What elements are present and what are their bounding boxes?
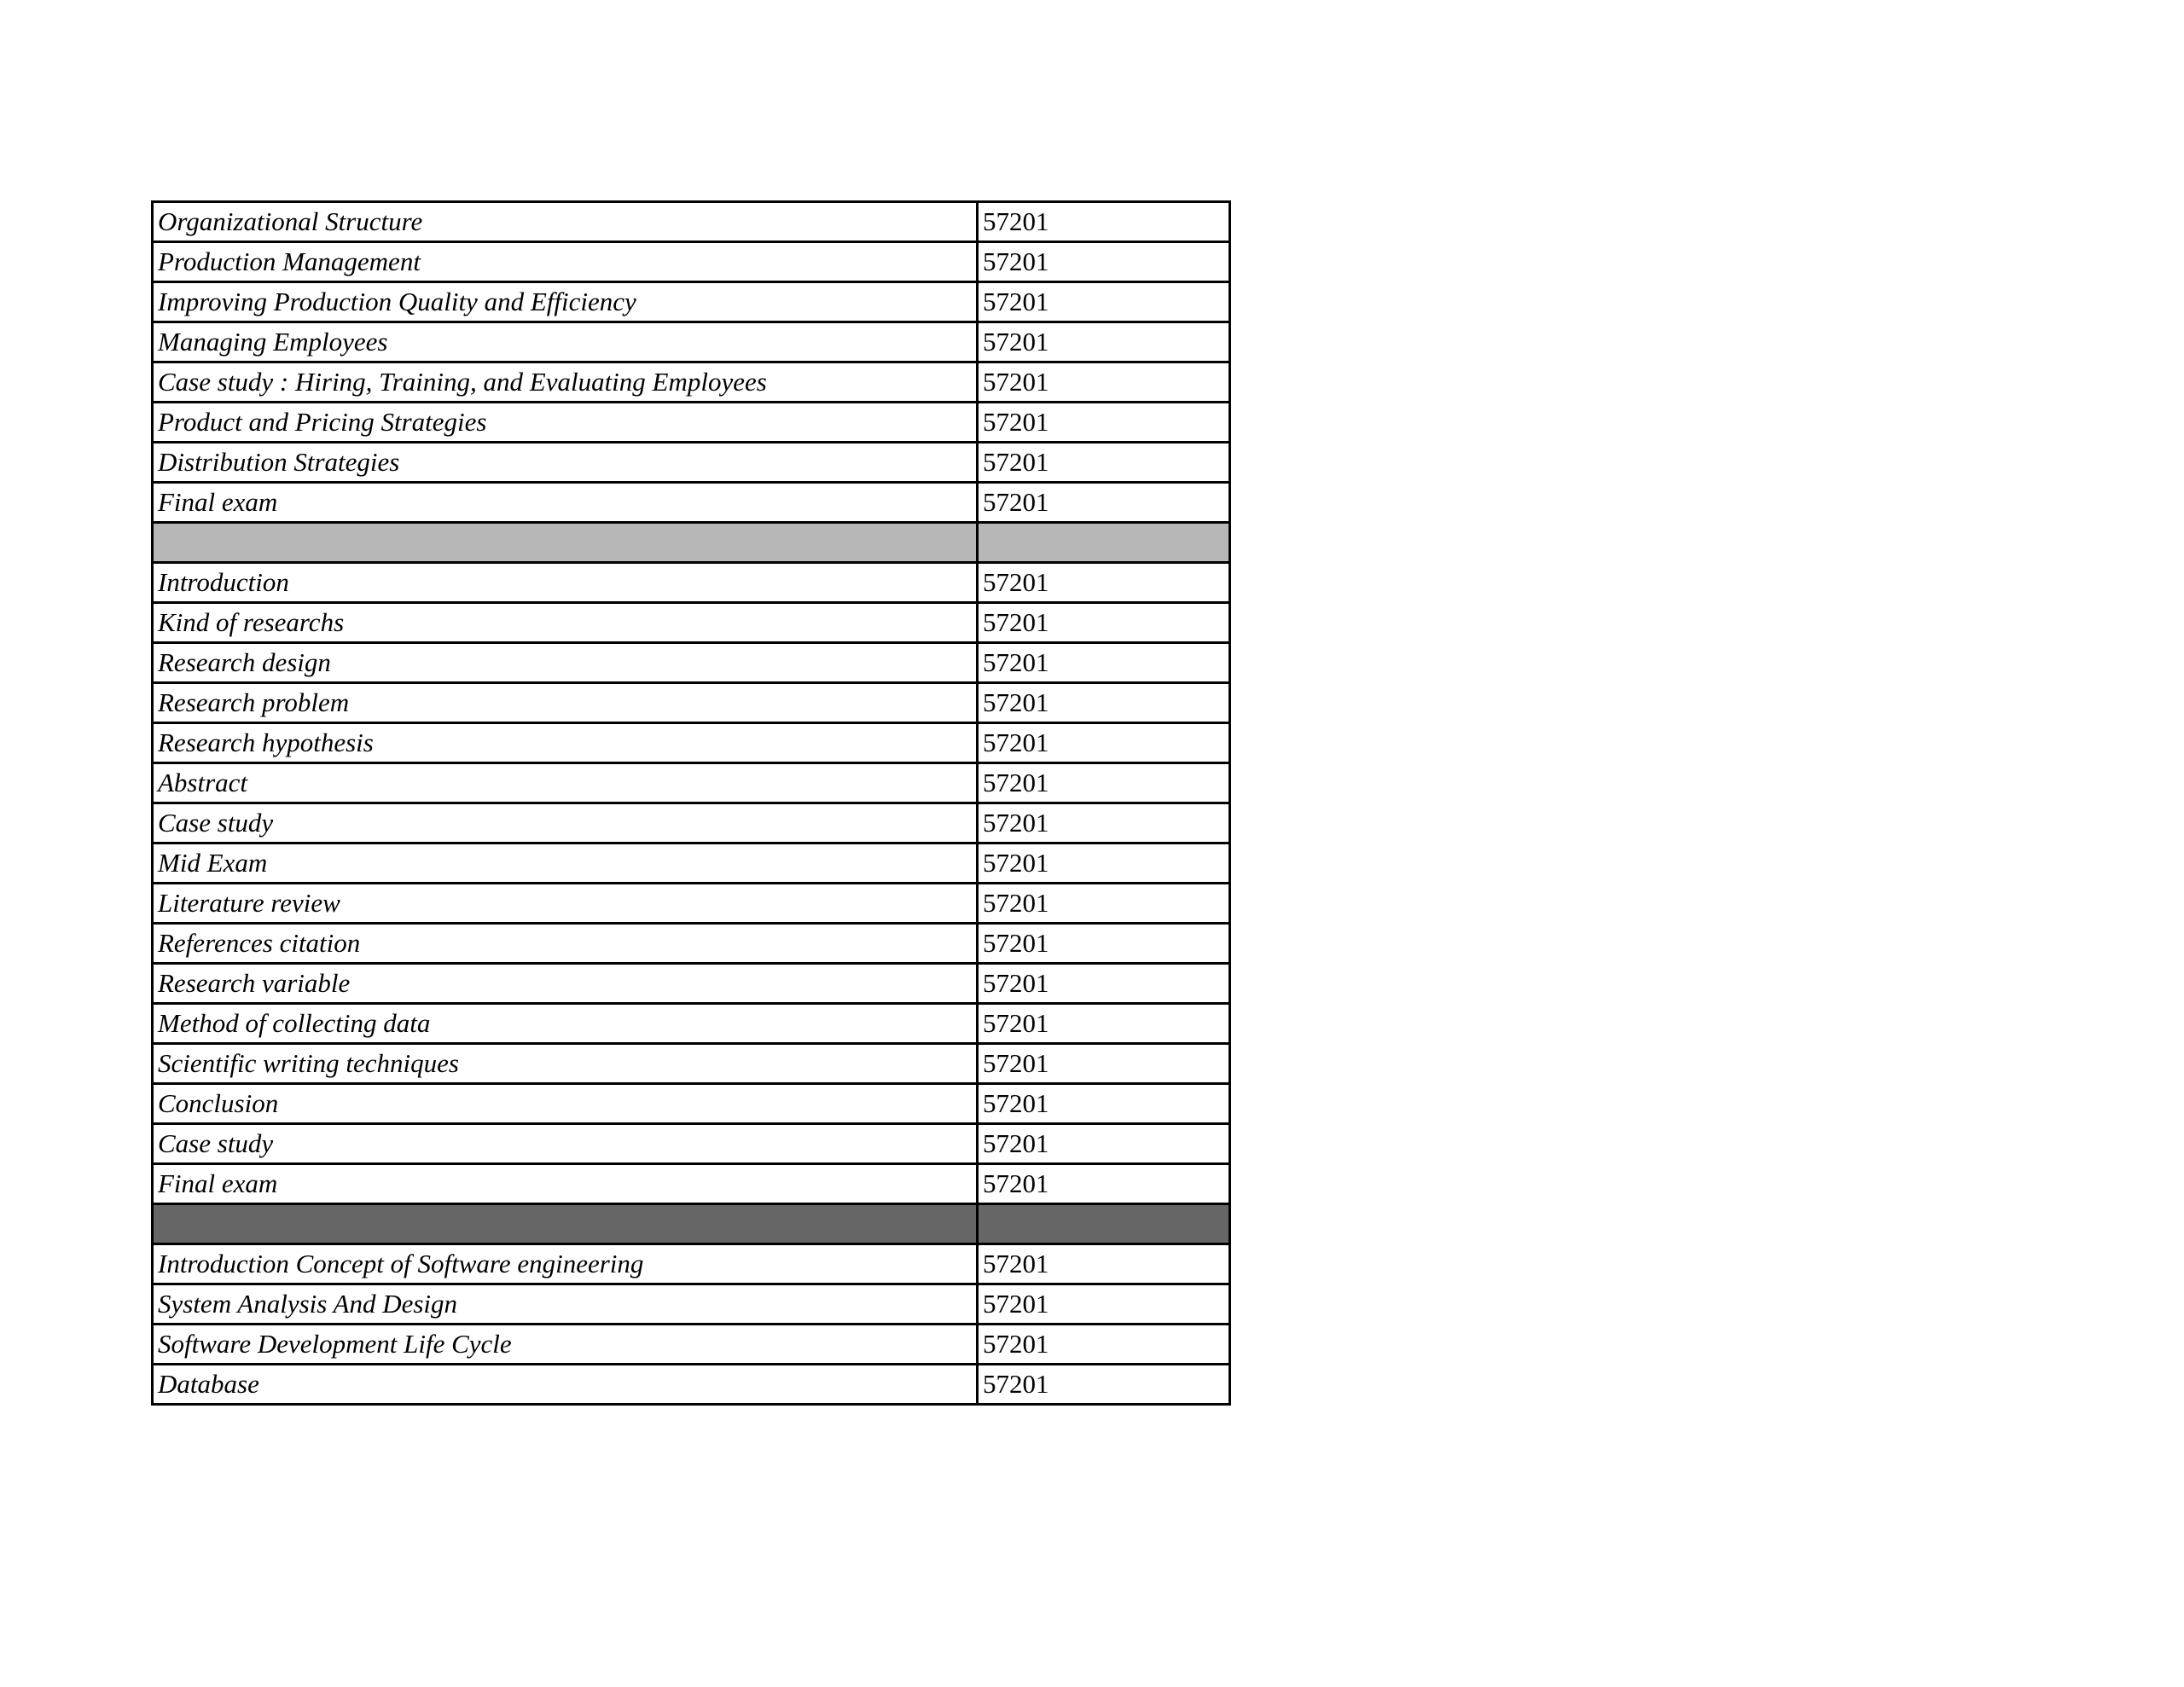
table-row <box>153 683 1230 723</box>
lesson-title-cell: Improving Production Quality and Efficiency <box>153 282 978 322</box>
table-row <box>153 362 1230 403</box>
separator-cell <box>153 1204 978 1244</box>
table-row <box>153 1284 1230 1325</box>
table-row <box>153 282 1230 322</box>
lesson-title-cell: Organizational Structure <box>153 202 978 242</box>
table-row <box>153 964 1230 1004</box>
course-code-cell: 57201 <box>978 924 1230 964</box>
lesson-title-cell: References citation <box>153 924 978 964</box>
separator-cell <box>978 523 1230 563</box>
course-code-cell: 57201 <box>978 322 1230 362</box>
course-code-cell: 57201 <box>978 683 1230 723</box>
course-code-cell: 57201 <box>978 884 1230 924</box>
course-code-cell: 57201 <box>978 443 1230 483</box>
course-code-cell: 57201 <box>978 1004 1230 1044</box>
lesson-title-cell: Introduction Concept of Software engineering <box>153 1244 978 1284</box>
table-row <box>153 403 1230 443</box>
table-row <box>153 723 1230 763</box>
lesson-title-cell: Research hypothesis <box>153 723 978 763</box>
table-row <box>153 803 1230 844</box>
lesson-title-cell: Literature review <box>153 884 978 924</box>
lesson-title-cell: Software Development Life Cycle <box>153 1325 978 1365</box>
table-row <box>153 1164 1230 1204</box>
table-row <box>153 844 1230 884</box>
table-row <box>153 1004 1230 1044</box>
separator-cell <box>153 523 978 563</box>
course-code-cell: 57201 <box>978 1284 1230 1325</box>
table-row <box>153 563 1230 603</box>
course-code-cell: 57201 <box>978 1084 1230 1124</box>
lesson-title-cell: Production Management <box>153 242 978 282</box>
table-row <box>153 322 1230 362</box>
table-row <box>153 603 1230 643</box>
lesson-title-cell: Distribution Strategies <box>153 443 978 483</box>
lesson-title-cell: Kind of researchs <box>153 603 978 643</box>
lesson-title-cell: Product and Pricing Strategies <box>153 403 978 443</box>
lesson-title-cell: Final exam <box>153 1164 978 1204</box>
course-code-cell: 57201 <box>978 763 1230 803</box>
course-table-body <box>153 202 1230 1405</box>
lesson-title-cell: Case study : Hiring, Training, and Evaluating Employees <box>153 362 978 403</box>
course-code-cell: 57201 <box>978 483 1230 523</box>
table-row <box>153 242 1230 282</box>
course-code-cell: 57201 <box>978 803 1230 844</box>
course-table <box>151 200 1231 1406</box>
table-row <box>153 1124 1230 1164</box>
table-row <box>153 1325 1230 1365</box>
course-code-cell: 57201 <box>978 723 1230 763</box>
table-row <box>153 643 1230 683</box>
lesson-title-cell: Mid Exam <box>153 844 978 884</box>
lesson-title-cell: Conclusion <box>153 1084 978 1124</box>
course-code-cell: 57201 <box>978 242 1230 282</box>
course-code-cell: 57201 <box>978 1164 1230 1204</box>
section-separator-row <box>153 1204 1230 1244</box>
table-row <box>153 1365 1230 1405</box>
course-code-cell: 57201 <box>978 643 1230 683</box>
course-code-cell: 57201 <box>978 1244 1230 1284</box>
lesson-title-cell: Case study <box>153 1124 978 1164</box>
lesson-title-cell: Research problem <box>153 683 978 723</box>
table-row <box>153 443 1230 483</box>
course-code-cell: 57201 <box>978 844 1230 884</box>
section-separator-row <box>153 523 1230 563</box>
lesson-title-cell: Case study <box>153 803 978 844</box>
course-code-cell: 57201 <box>978 1365 1230 1405</box>
table-row <box>153 1044 1230 1084</box>
lesson-title-cell: Introduction <box>153 563 978 603</box>
table-row <box>153 1084 1230 1124</box>
separator-cell <box>978 1204 1230 1244</box>
table-row <box>153 202 1230 242</box>
course-code-cell: 57201 <box>978 362 1230 403</box>
course-code-cell: 57201 <box>978 202 1230 242</box>
lesson-title-cell: Method of collecting data <box>153 1004 978 1044</box>
course-code-cell: 57201 <box>978 563 1230 603</box>
course-code-cell: 57201 <box>978 964 1230 1004</box>
table-row <box>153 763 1230 803</box>
table-row <box>153 483 1230 523</box>
lesson-title-cell: Scientific writing techniques <box>153 1044 978 1084</box>
lesson-title-cell: Managing Employees <box>153 322 978 362</box>
course-code-cell: 57201 <box>978 1124 1230 1164</box>
table-row <box>153 884 1230 924</box>
course-code-cell: 57201 <box>978 1044 1230 1084</box>
table-row <box>153 1244 1230 1284</box>
lesson-title-cell: System Analysis And Design <box>153 1284 978 1325</box>
course-code-cell: 57201 <box>978 282 1230 322</box>
lesson-title-cell: Research variable <box>153 964 978 1004</box>
lesson-title-cell: Research design <box>153 643 978 683</box>
course-code-cell: 57201 <box>978 603 1230 643</box>
lesson-title-cell: Database <box>153 1365 978 1405</box>
table-row <box>153 924 1230 964</box>
lesson-title-cell: Abstract <box>153 763 978 803</box>
lesson-title-cell: Final exam <box>153 483 978 523</box>
course-code-cell: 57201 <box>978 403 1230 443</box>
course-code-cell: 57201 <box>978 1325 1230 1365</box>
